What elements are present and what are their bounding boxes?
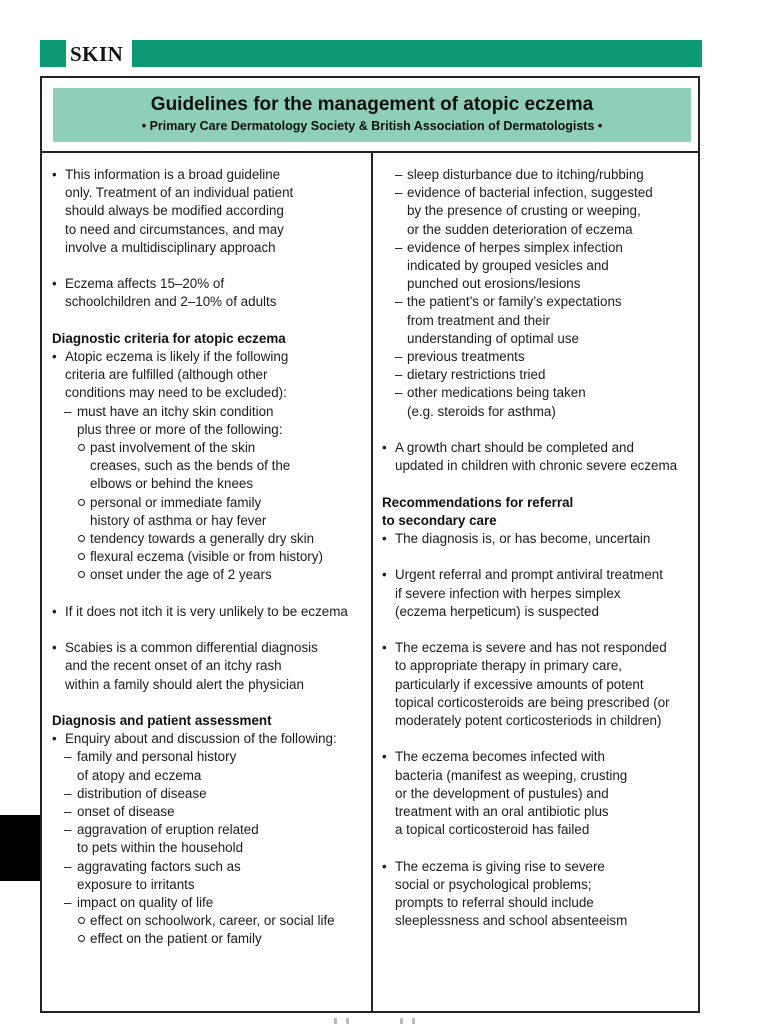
assessment-line: from treatment and their xyxy=(407,312,550,328)
referral-line: • The eczema is severe and has not responded xyxy=(395,640,667,656)
assessment-line: punched out erosions/lesions xyxy=(407,276,581,292)
referral-bullet xyxy=(382,639,694,730)
scabies-line: within a family should alert the physician xyxy=(65,676,304,692)
assessment-line: by the presence of crusting or weeping, xyxy=(407,203,641,219)
assessment-line: – other medications being taken xyxy=(407,385,586,401)
referral-line: sleeplessness and school absenteeism xyxy=(395,913,628,929)
intro-line: • This information is a broad guideline xyxy=(65,167,281,182)
referral-line: bacteria (manifest as weeping, crusting xyxy=(395,767,628,783)
enquiry-item-line: – onset of disease xyxy=(77,804,175,820)
criterion-line: past involvement of the skin xyxy=(90,440,256,456)
referral-line: topical corticosteroids are being prescribed (or xyxy=(395,694,670,710)
assessment-line: – sleep disturbance due to itching/rubbing xyxy=(407,167,644,182)
right-column xyxy=(382,166,694,930)
quality-of-life-sub-item xyxy=(52,930,370,948)
criteria-bullet xyxy=(52,348,370,403)
quality-of-life-line: effect on schoolwork, career, or social life xyxy=(90,913,335,929)
referral-heading-line: to secondary care xyxy=(382,512,497,528)
criterion-sub-item xyxy=(52,566,370,584)
quality-of-life-line: effect on the patient or family xyxy=(90,931,262,947)
criterion-sub-item xyxy=(52,439,370,494)
intro-line: involve a multidisciplinary approach xyxy=(65,239,276,255)
criterion-sub-item xyxy=(52,494,370,530)
prevalence-bullet xyxy=(52,275,370,311)
referral-line: • Urgent referral and prompt antiviral treatment xyxy=(395,567,663,583)
must-have-item xyxy=(52,403,370,439)
criterion-line: onset under the age of 2 years xyxy=(90,567,272,583)
header-accent-left xyxy=(40,40,66,67)
must-have-line: plus three or more of the following: xyxy=(77,421,283,437)
header-accent-right xyxy=(132,40,702,67)
guideline-frame xyxy=(40,76,700,1013)
enquiry-item xyxy=(52,858,370,894)
intro-line: should always be modified according xyxy=(65,203,284,219)
assessment-continued-item xyxy=(382,384,694,420)
prevalence-line: schoolchildren and 2–10% of adults xyxy=(65,294,277,310)
criteria-line: criteria are fulfilled (although other xyxy=(65,367,268,383)
enquiry-line: • Enquiry about and discussion of the following: xyxy=(65,731,337,747)
criterion-line: creases, such as the bends of the xyxy=(90,458,291,474)
enquiry-item xyxy=(52,803,370,821)
enquiry-item-line: exposure to irritants xyxy=(77,876,195,892)
criterion-sub-item xyxy=(52,530,370,548)
assessment-line: or the sudden deterioration of eczema xyxy=(407,221,633,237)
intro-bullet xyxy=(52,166,370,257)
frame-divider-horizontal xyxy=(42,151,698,153)
heading-diagnostic-criteria: Diagnostic criteria for atopic eczema xyxy=(52,330,286,346)
document-subtitle: • Primary Care Dermatology Society & British Association of Dermatologists • xyxy=(141,119,603,133)
assessment-continued-item xyxy=(382,239,694,294)
left-column xyxy=(52,166,370,949)
enquiry-item xyxy=(52,785,370,803)
heading-referral xyxy=(382,494,694,530)
assessment-line: – dietary restrictions tried xyxy=(407,367,546,383)
scabies-bullet xyxy=(52,639,370,694)
referral-line: particularly if excessive amounts of potent xyxy=(395,676,644,692)
criterion-sub-item xyxy=(52,548,370,566)
referral-bullet xyxy=(382,748,694,839)
assessment-line: indicated by grouped vesicles and xyxy=(407,258,609,274)
assessment-continued-item xyxy=(382,166,694,184)
enquiry-item xyxy=(52,748,370,784)
heading-assessment: Diagnosis and patient assessment xyxy=(52,713,272,729)
assessment-line: – the patient’s or family’s expectations xyxy=(407,294,622,310)
side-thumb-tab xyxy=(0,815,40,881)
referral-line: or the development of pustules) and xyxy=(395,785,609,801)
enquiry-item-line: – aggravation of eruption related xyxy=(77,822,259,838)
referral-line: moderately potent corticosteriods in children) xyxy=(395,713,662,729)
criterion-line: history of asthma or hay fever xyxy=(90,512,267,528)
assessment-line: understanding of optimal use xyxy=(407,330,579,346)
criterion-line: elbows or behind the knees xyxy=(90,476,254,492)
referral-line: treatment with an oral antibiotic plus xyxy=(395,804,609,820)
enquiry-item xyxy=(52,821,370,857)
frame-divider-vertical xyxy=(371,151,373,1011)
growth-line: • A growth chart should be completed and xyxy=(395,440,634,456)
enquiry-bullet xyxy=(52,730,370,748)
referral-line: • The eczema is giving rise to severe xyxy=(395,858,605,874)
assessment-continued-item xyxy=(382,184,694,239)
must-have-line: – must have an itchy skin condition xyxy=(77,403,274,419)
referral-bullet xyxy=(382,566,694,621)
quality-of-life-sub-item xyxy=(52,912,370,930)
criteria-line: • Atopic eczema is likely if the following xyxy=(65,349,289,364)
enquiry-item-line: – family and personal history xyxy=(77,749,237,765)
enquiry-item-line: of atopy and eczema xyxy=(77,767,202,783)
referral-line: if severe infection with herpes simplex xyxy=(395,585,621,601)
enquiry-item-line: – distribution of disease xyxy=(77,785,207,801)
referral-bullet xyxy=(382,530,694,548)
enquiry-item-line: – aggravating factors such as xyxy=(77,858,241,874)
no-itch-line: • If it does not itch it is very unlikely to be eczema xyxy=(65,603,348,619)
scabies-line: and the recent onset of an itchy rash xyxy=(65,658,282,674)
assessment-line: – evidence of bacterial infection, suggested xyxy=(407,185,653,201)
enquiry-item-line: – impact on quality of life xyxy=(77,895,214,911)
page-crop-marks xyxy=(320,1018,420,1024)
section-header-bar xyxy=(40,40,702,67)
referral-bullet xyxy=(382,858,694,931)
referral-line: social or psychological problems; xyxy=(395,876,592,892)
title-box xyxy=(53,88,691,142)
assessment-continued-item xyxy=(382,293,694,348)
intro-line: to need and circumstances, and may xyxy=(65,221,284,237)
criterion-line: flexural eczema (visible or from history) xyxy=(90,549,323,565)
referral-line: prompts to referral should include xyxy=(395,895,594,911)
assessment-line: – previous treatments xyxy=(407,349,525,365)
assessment-continued-item xyxy=(382,366,694,384)
growth-line: updated in children with chronic severe eczema xyxy=(395,458,678,474)
prevalence-line: • Eczema affects 15–20% of xyxy=(65,276,225,292)
section-label: SKIN xyxy=(70,42,124,66)
referral-heading-line: Recommendations for referral xyxy=(382,494,574,510)
referral-line: to appropriate therapy in primary care, xyxy=(395,658,623,674)
assessment-continued-item xyxy=(382,348,694,366)
referral-line: • The eczema becomes infected with xyxy=(395,749,605,765)
criterion-line: personal or immediate family xyxy=(90,494,262,510)
referral-line: a topical corticosteroid has failed xyxy=(395,822,590,838)
assessment-line: – evidence of herpes simplex infection xyxy=(407,239,623,255)
referral-line: • The diagnosis is, or has become, uncertain xyxy=(395,531,651,547)
enquiry-item xyxy=(52,894,370,912)
intro-line: only. Treatment of an individual patient xyxy=(65,185,294,201)
assessment-line: (e.g. steroids for asthma) xyxy=(407,403,556,419)
growth-chart-bullet xyxy=(382,439,694,475)
referral-line: (eczema herpeticum) is suspected xyxy=(395,603,599,619)
criteria-line: conditions may need to be excluded): xyxy=(65,385,287,401)
enquiry-item-line: to pets within the household xyxy=(77,840,244,856)
scabies-line: • Scabies is a common differential diagnosis xyxy=(65,640,318,656)
criterion-line: tendency towards a generally dry skin xyxy=(90,531,315,547)
document-title: Guidelines for the management of atopic eczema xyxy=(150,94,594,115)
no-itch-bullet xyxy=(52,603,370,621)
